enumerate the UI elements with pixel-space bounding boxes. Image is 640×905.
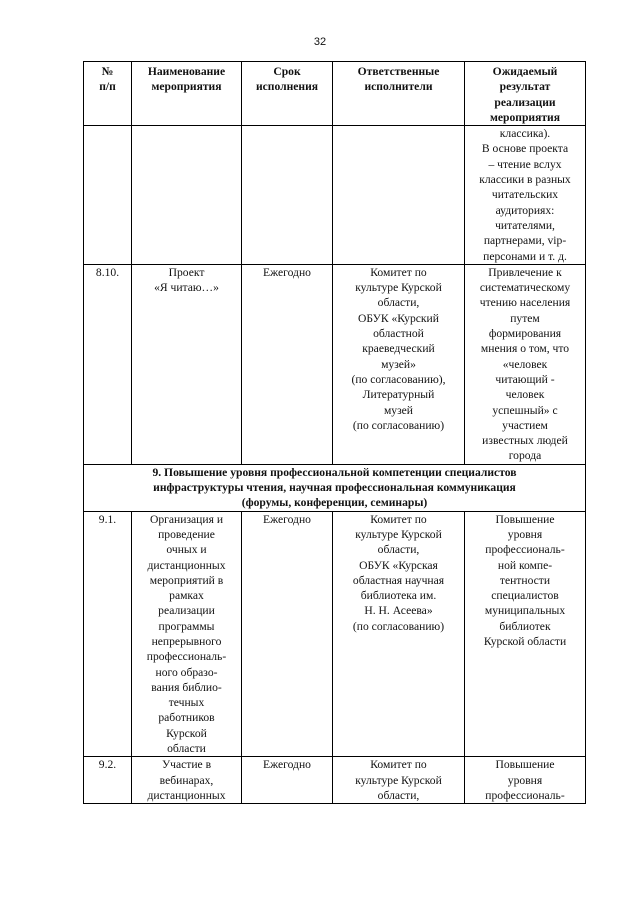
cell-result: Повышение уровня профессиональ- [465,757,586,804]
cell-term [242,126,333,265]
cell-responsible: Комитет по культуре Курской области, [333,757,465,804]
cell-result: Повышение уровня профессиональ- ной компе- тентности специалистов муниципальных библиотек Курской области [465,511,586,757]
table-header-row [84,62,586,126]
section-title: 9. Повышение уровня профессиональной компетенции специалистов инфраструктуры чтения, научная профессиональная коммуникация (форумы, конференции, семинары) [84,464,586,511]
cell-num: 9.2. [84,757,132,804]
cell-responsible: Комитет по культуре Курской области, ОБУК «Курская областная научная библиотека им. Н. Н. Асеева» (по согласованию) [333,511,465,757]
cell-num: 9.1. [84,511,132,757]
cell-num [84,126,132,265]
cell-name: Организация и проведение очных и дистанционных мероприятий в рамках реализации программы непрерывного профессиональ- ного образо- вания библио- течных работников Курской области [132,511,242,757]
table-row [84,511,586,757]
section-row [84,464,586,511]
cell-term: Ежегодно [242,511,333,757]
page-number: 32 [313,36,327,48]
header-num: № п/п [84,62,132,126]
header-name: Наименование мероприятия [132,62,242,126]
cell-name: Проект «Я читаю…» [132,264,242,464]
table-row [84,126,586,265]
header-responsible: Ответственные исполнители [333,62,465,126]
cell-name: Участие в вебинарах, дистанционных [132,757,242,804]
header-term: Срок исполнения [242,62,333,126]
cell-result: Привлечение к систематическому чтению населения путем формирования мнения о том, что «человек читающий - человек успешный» с участием известных людей города [465,264,586,464]
cell-term: Ежегодно [242,757,333,804]
table-row [84,264,586,464]
cell-term: Ежегодно [242,264,333,464]
cell-result: классика). В основе проекта – чтение вслух классики в разных читательских аудиториях: читателями, партнерами, vip- персонами и т. д. [465,126,586,265]
cell-responsible [333,126,465,265]
cell-name [132,126,242,265]
events-table [83,61,586,804]
cell-num: 8.10. [84,264,132,464]
cell-responsible: Комитет по культуре Курской области, ОБУК «Курский областной краеведческий музей» (по согласованию), Литературный музей (по согласованию) [333,264,465,464]
header-result: Ожидаемый результат реализации мероприятия [465,62,586,126]
table-row [84,757,586,804]
